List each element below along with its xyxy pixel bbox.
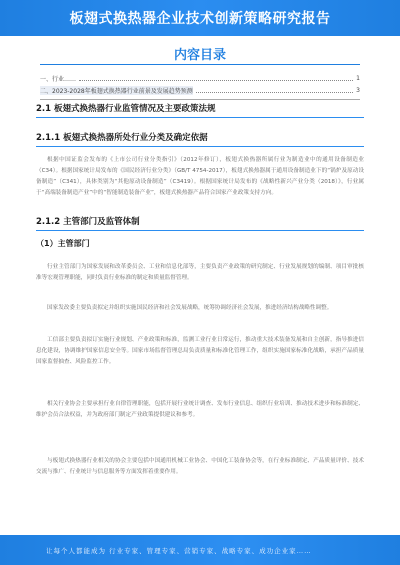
section-divider (36, 146, 364, 147)
toc-bottom-divider (40, 99, 360, 100)
toc-entry-page: 1 (356, 74, 360, 82)
paragraph-related-associations: 与板翅式换热器行业相关的协会主要包括中国通用机械工业协会、中国化工装备协会等，在行业标准制定、产品质量评价、技术交流与推广、行业统计与信息服务等方面发挥着重要作用。 (36, 458, 364, 475)
toc-entry[interactable] (40, 72, 360, 84)
report-header-banner (0, 0, 400, 36)
section-heading-2-1-1: 2.1.1 板翅式换热器所处行业分类及确定依据 (36, 133, 208, 143)
section-heading-2-1: 2.1 板翅式换热器行业监管情况及主要政策法规 (36, 104, 216, 114)
section-heading-2-1-2: 2.1.2 主管部门及监管体制 (36, 217, 140, 227)
section-divider (36, 117, 364, 118)
report-title: 板翅式换热器企业技术创新策略研究报告 (69, 11, 331, 27)
toc-divider (40, 64, 360, 65)
toc-leader-dots (196, 87, 353, 93)
footer-banner (0, 535, 400, 565)
paragraph-industry-classification: 根据中国证监会发布的《上市公司行业分类指引》（2012年修订），板翅式换热器所属行业为制造业中的通用设备制造业（C34）。根据国家统计局发布的《国民经济行业分类》（GB/T 4754-2017），板翅式换热器属于通用设备制造业下的“锅炉及原动设备制造”（C341），具体类别为“其他原动设备制造”（C3419）。根据国家统计局发布的《战略性新兴产业分类（2018）》，行业属于“高端装备制造产业”中的“智能制造装备产业”，板翅式换热器产品符合国家产业政策支持方向。 (36, 157, 364, 196)
paragraph-associations: 相关行业协会主要承担行业自律管理职能，包括开展行业统计调查、发布行业信息、组织行业培训、推动技术进步和标准制定、维护会员合法权益，并为政府部门制定产业政策提供建议和参考。 (36, 401, 364, 418)
toc-entry-label: 二、2023-2028年板翅式换热器行业前景及发展趋势预测 (40, 87, 193, 95)
paragraph-authorities-intro: 行业主管部门为国家发展和改革委员会、工业和信息化部等，主要负责产业政策的研究制定、行业发展规划的编制、项目审批核准等宏观管理职能，同时负责行业标准的制定和质量监督管理。 (36, 264, 364, 281)
toc-entry-page: 3 (356, 86, 360, 94)
paragraph-ndrc: 国家发改委主要负责拟定并组织实施国民经济和社会发展战略，统筹协调经济社会发展，推进经济结构战略性调整。 (47, 305, 333, 311)
footer-slogan: 让每个人都能成为 行业专家、管理专家、营销专家、战略专家、成功企业家…… (46, 546, 312, 555)
toc-entry-label: 一、行业…… (40, 75, 77, 83)
section-divider (36, 230, 364, 231)
toc-title: 内容目录 (173, 48, 226, 63)
toc-entry[interactable] (40, 84, 360, 96)
toc-list (40, 72, 360, 96)
paragraph-miit: 工信部主要负责拟订实施行业规划、产业政策和标准，监测工业行业日常运行，推动重大技术装备发展和自主创新，指导推进信息化建设，协调维护国家信息安全等。国家市场监督管理总局负责质量和标准化管理工作，组织实施国家标准化战略，承担产品质量国家监督抽查、风险监控工作。 (36, 337, 364, 365)
toc-leader-dots (79, 75, 353, 81)
subsection-heading-authorities: （1）主管部门 (36, 239, 90, 248)
